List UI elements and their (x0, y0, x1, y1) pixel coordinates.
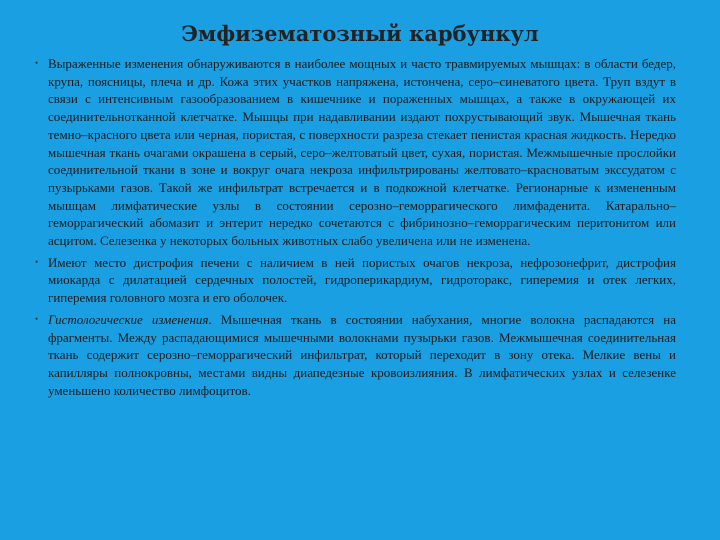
bullet-dot-icon: • (35, 313, 39, 324)
bullet-text: . Мышечная ткань в состоянии набухания, многие волокна распадаются на фрагменты. Между распадающимися мышечными волокнами пузырьки газов. Межмышечная соединительная ткань содержит серозно–геморрагический инфильтрат, который переходит в зону отека. Мелкие вены и капилляры полнокровны, местами видны диапедезные кровоизлияния. В лимфатических узлах и селезенке уменьшено количество лимфоцитов. (48, 311, 676, 398)
bullet-lead: Гистологические изменения (48, 311, 209, 327)
bullet-dot-icon: • (35, 256, 39, 267)
bullet-item (34, 254, 676, 307)
bullet-item (34, 311, 676, 400)
slide-content (34, 55, 676, 399)
slide-title: Эмфизематозный карбункул (181, 21, 539, 46)
bullet-dot-icon: • (35, 58, 39, 68)
bullet-item (34, 55, 676, 250)
bullet-text: Имеют место дистрофия печени с наличием в ней пористых очагов некроза, нефрозонефрит, дистрофия миокарда с дилатацией сердечных полостей, гидроперикардиум, гидроторакс, гиперемия и отек легких, гиперемия головного мозга и его оболочек. (48, 254, 676, 306)
bullet-text: Выраженные изменения обнаруживаются в наиболее мощных и часто травмируемых мышцах: в области бедер, крупа, поясницы, плеча и др. Кожа этих участков напряжена, истончена, серо–синеватого цвета. Труп вздут в связи с интенсивным газообразованием в кишечнике и пораженных мышцах, а также в окружающей их соединительнотканной клетчатке. Мышцы при надавливании издают похрустывающий звук. Мышечная ткань темно–красного цвета или черная, пористая, с поверхности разреза стекает пенистая красная жидкость. Нередко мышечная ткань очагами окрашена в серый, серо–желтоватый цвет, сухая, пористая. Межмышечные прослойки соединительной ткани в зоне и вокруг очага некроза инфильтрированы желтовато–красноватым экссудатом с пузырьками газов. Такой же инфильтрат встречается и в подкожной клетчатке. Регионарные к измененным мышцам лимфатические узлы в состоянии серозно–геморрагического лимфаденита. Катарально–геморрагический абомазит и энтерит нередко сочетаются с фибринозно–геморрагическим перитонитом или асцитом. Селезенка у некоторых больных животных слабо увеличена или не изменена. (48, 56, 676, 249)
